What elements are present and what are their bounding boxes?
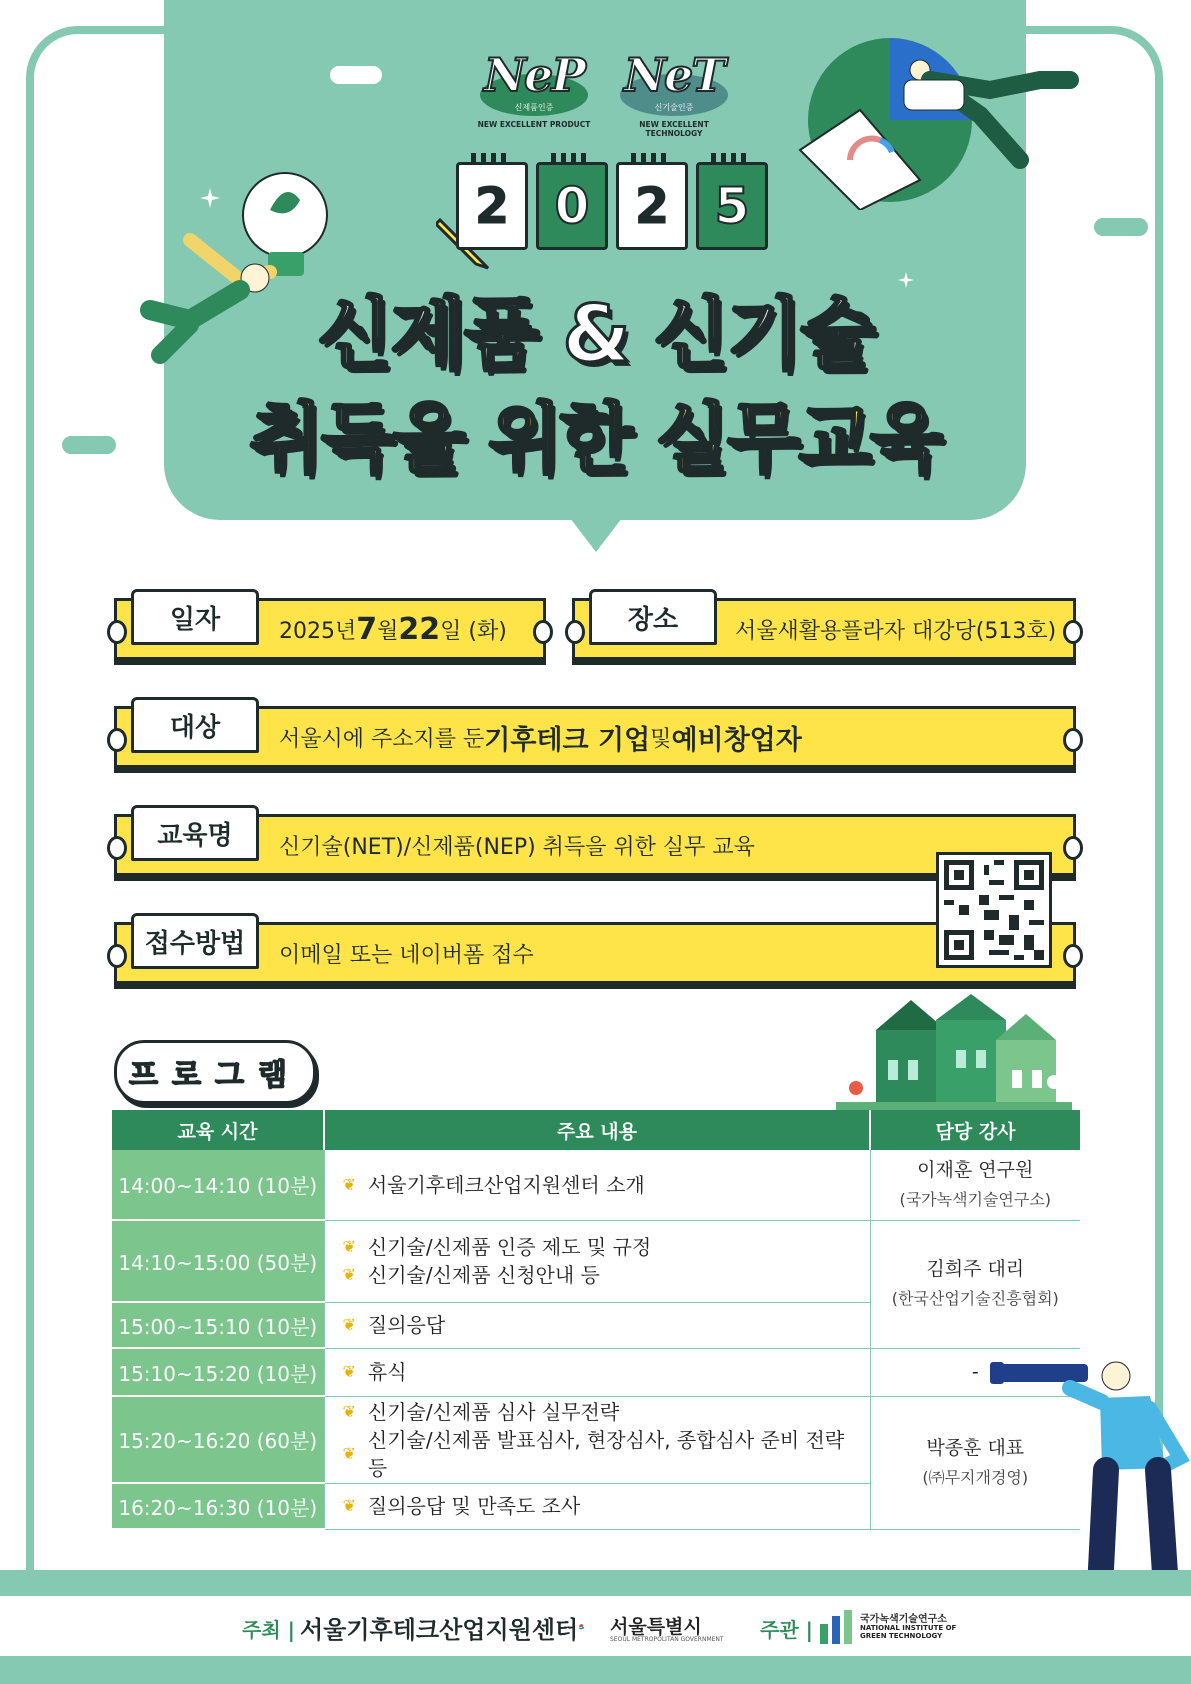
instructor-name: 김희주 대리 bbox=[926, 1258, 1025, 1280]
qr-code[interactable] bbox=[936, 852, 1052, 968]
sprout-icon: ❦ bbox=[342, 1315, 356, 1334]
seoul-logo-icon bbox=[578, 1606, 608, 1646]
col-header-instructor: 담당 강사 bbox=[870, 1110, 1080, 1150]
apply-label: 접수방법 bbox=[131, 913, 259, 969]
net-mark: NeT bbox=[624, 48, 724, 102]
year-digit-card: 0 bbox=[536, 162, 608, 250]
certification-logos bbox=[476, 48, 732, 138]
time-cell: 14:10~15:00 (50분) bbox=[112, 1220, 324, 1302]
place-info-bar bbox=[572, 598, 1076, 660]
program-title: 프로그램 bbox=[114, 1040, 316, 1104]
year-digit-card: 5 bbox=[696, 162, 768, 250]
instructor-org: (한국산업기술진흥협회) bbox=[891, 1289, 1059, 1308]
target-info-bar bbox=[114, 706, 1076, 768]
date-label: 일자 bbox=[131, 589, 259, 645]
table-row bbox=[112, 1348, 1080, 1396]
nep-logo bbox=[476, 48, 592, 128]
nep-subtitle: NEW EXCELLENT PRODUCT bbox=[477, 120, 591, 129]
time-cell: 15:00~15:10 (10분) bbox=[112, 1302, 324, 1348]
instructor-org: (㈜무지개경영) bbox=[922, 1467, 1029, 1487]
table-row bbox=[112, 1220, 1080, 1302]
nigt-name-en: NATIONAL INSTITUTE OF GREEN TECHNOLOGY bbox=[860, 1624, 957, 1640]
content-cell bbox=[324, 1150, 870, 1220]
time-cell: 14:00~14:10 (10분) bbox=[112, 1150, 324, 1220]
net-logo bbox=[616, 48, 732, 138]
seoul-subtitle: SEOUL METROPOLITAN GOVERNMENT bbox=[610, 1636, 724, 1643]
organizer-label: 주관 | bbox=[760, 1618, 813, 1642]
net-subtitle: NEW EXCELLENT TECHNOLOGY bbox=[639, 120, 709, 138]
program-table bbox=[112, 1110, 1080, 1530]
year-digit-card: 2 bbox=[456, 162, 528, 250]
list-item: ❦ 신기술/신제품 발표심사, 현장심사, 종합심사 준비 전략 등 bbox=[342, 1427, 845, 1480]
date-value: 2025년 7 월 22 일 (화) bbox=[279, 611, 507, 647]
sprout-icon: ❦ bbox=[342, 1237, 356, 1256]
table-header-row bbox=[112, 1110, 1080, 1150]
host-label: 주최 | bbox=[242, 1618, 295, 1642]
time-cell: 15:20~16:20 (60분) bbox=[112, 1396, 324, 1483]
list-item: ❦ 서울기후테크산업지원센터 소개 bbox=[342, 1172, 645, 1197]
list-item: ❦ 신기술/신제품 신청안내 등 bbox=[342, 1263, 600, 1287]
col-header-time: 교육 시간 bbox=[112, 1110, 324, 1150]
nep-small-label: 신제품인증 bbox=[514, 103, 554, 112]
sprout-icon: ❦ bbox=[342, 1443, 356, 1463]
year-cards bbox=[456, 162, 768, 250]
telescope-person-illustration bbox=[990, 1358, 1190, 1598]
list-item: ❦ 신기술/신제품 인증 제도 및 규정 bbox=[342, 1235, 652, 1259]
course-label: 교육명 bbox=[131, 805, 259, 861]
gauge-person-illustration bbox=[780, 20, 1110, 210]
sprout-icon: ❦ bbox=[342, 1496, 356, 1515]
table-row bbox=[112, 1396, 1080, 1483]
year-digit-card: 2 bbox=[616, 162, 688, 250]
instructor-name: 박종훈 대표 bbox=[926, 1436, 1025, 1459]
course-info-bar bbox=[114, 814, 1076, 876]
table-row bbox=[112, 1150, 1080, 1220]
place-value: 서울새활용플라자 대강당(513호) bbox=[735, 618, 1057, 644]
content-cell bbox=[324, 1483, 870, 1529]
content-cell bbox=[324, 1302, 870, 1348]
content-cell bbox=[324, 1396, 870, 1483]
net-small-label: 신기술인증 bbox=[654, 103, 694, 112]
cloud-icon bbox=[1094, 218, 1148, 236]
apply-info-bar bbox=[114, 922, 1076, 984]
place-label: 장소 bbox=[589, 589, 717, 645]
seoul-name: 서울특별시 bbox=[610, 1616, 702, 1638]
nep-mark: NeP bbox=[484, 48, 584, 102]
footer-bottom-band bbox=[0, 1656, 1191, 1684]
sprout-icon: ❦ bbox=[342, 1174, 356, 1194]
list-item: ❦ 신기술/신제품 심사 실무전략 bbox=[342, 1399, 620, 1424]
target-label: 대상 bbox=[131, 697, 259, 753]
list-item: ❦ 휴식 bbox=[342, 1360, 407, 1384]
content-cell bbox=[324, 1220, 870, 1302]
main-subtitle: 취득을 위한 실무교육 bbox=[249, 394, 942, 483]
course-value: 신기술(NET)/신제품(NEP) 취득을 위한 실무 교육 bbox=[279, 834, 755, 860]
apply-value: 이메일 또는 네이버폼 접수 bbox=[279, 942, 534, 968]
nigt-name-ko: 국가녹색기술연구소 bbox=[860, 1614, 947, 1625]
instructor-cell bbox=[870, 1150, 1080, 1220]
instructor-name: 이재훈 연구원 bbox=[917, 1158, 1034, 1181]
sparkle-icon bbox=[200, 188, 220, 208]
speech-bubble-tail bbox=[570, 518, 622, 552]
main-title: 신제품 & 신기술 bbox=[317, 290, 874, 380]
village-illustration bbox=[836, 990, 1072, 1110]
date-info-bar bbox=[114, 598, 546, 660]
sprout-icon: ❦ bbox=[342, 1362, 356, 1381]
cloud-icon bbox=[330, 66, 382, 84]
nigt-logo-icon bbox=[818, 1606, 858, 1646]
content-cell bbox=[324, 1348, 870, 1396]
sprout-icon: ❦ bbox=[342, 1401, 356, 1421]
target-value: 서울시에 주소지를 둔 기후테크 기업 및 예비창업자 bbox=[279, 724, 802, 756]
instructor-org: (국가녹색기술연구소) bbox=[899, 1189, 1052, 1209]
instructor-cell bbox=[870, 1220, 1080, 1348]
col-header-content: 주요 내용 bbox=[324, 1110, 870, 1150]
instructor-name: - bbox=[971, 1361, 979, 1383]
list-item: ❦ 질의응답 및 만족도 조사 bbox=[342, 1494, 581, 1518]
footer-band bbox=[0, 1570, 1191, 1596]
host-name: 서울기후테크산업지원센터 bbox=[300, 1616, 579, 1644]
sprout-icon: ❦ bbox=[342, 1265, 356, 1284]
time-cell: 16:20~16:30 (10분) bbox=[112, 1483, 324, 1529]
list-item: ❦ 질의응답 bbox=[342, 1313, 446, 1337]
time-cell: 15:10~15:20 (10분) bbox=[112, 1348, 324, 1396]
